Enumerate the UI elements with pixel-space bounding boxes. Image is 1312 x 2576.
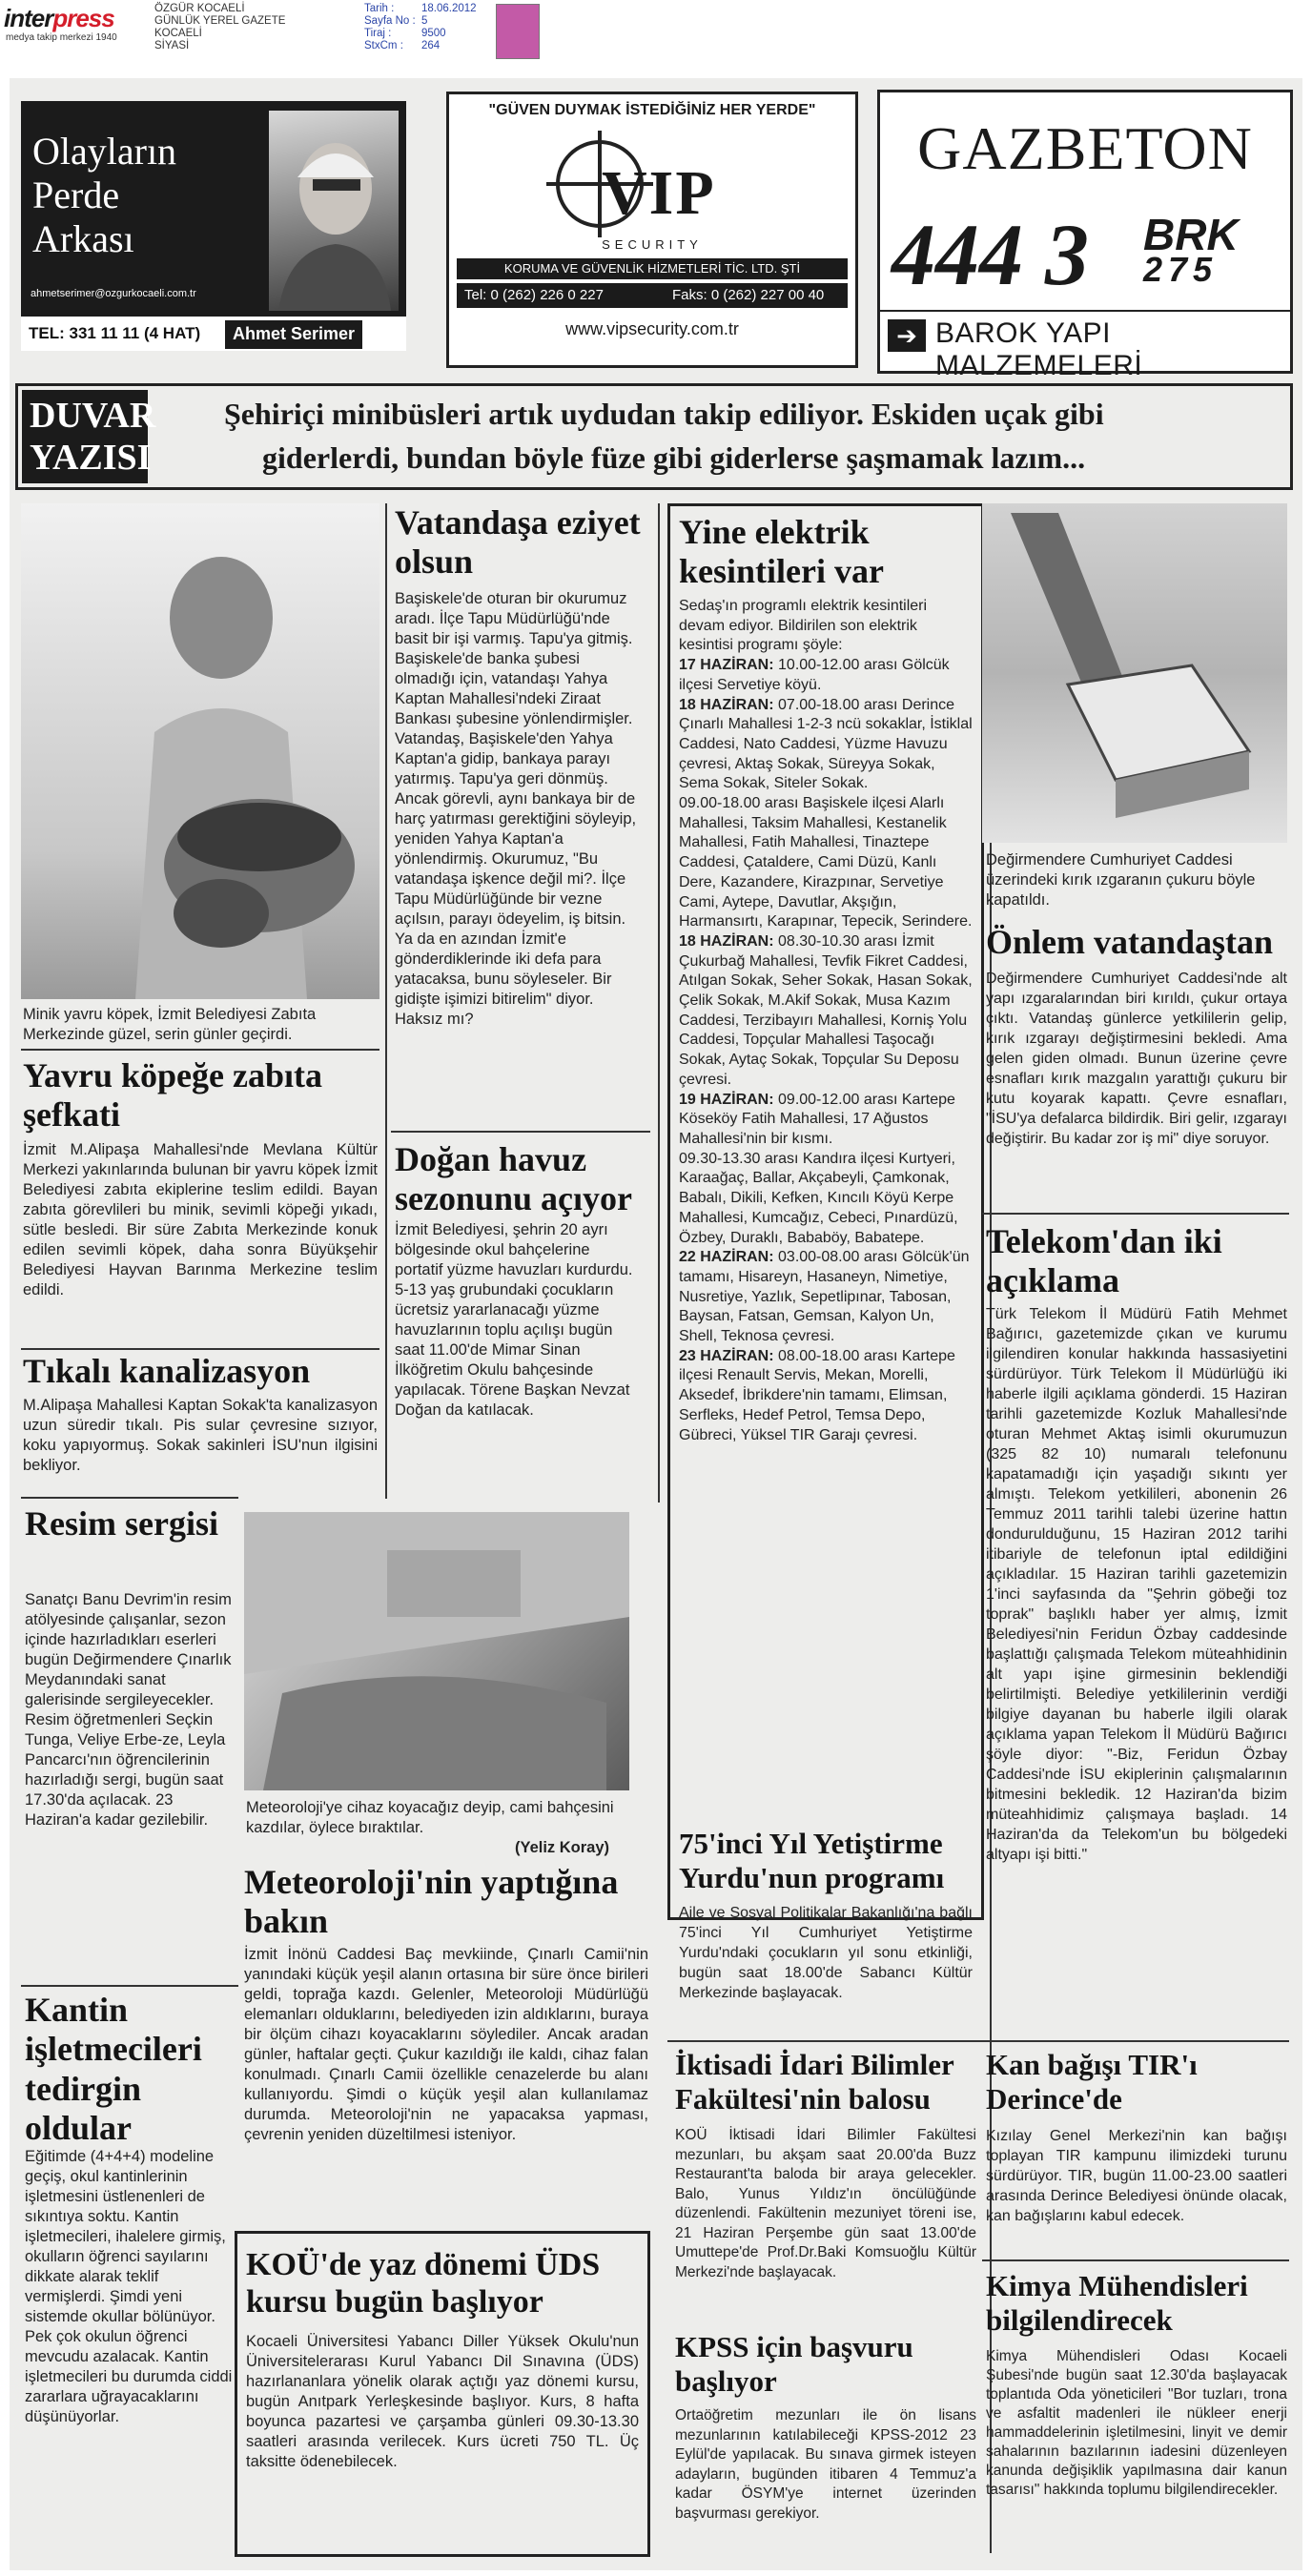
d4-body: Kimya Mühendisleri Odası Kocaeli Şubesi'nde bugün saat 12.30'da başlayacak toplantıda Oda yöneticileri "Bor tuzları, trona ve asfaltit madenleri ile nükleer enerji hammaddelerinin işletilmesini, linyit ve demir sahalarının bazılarının iadesini düzenleyen kanunda değişiklik yapılmasına dair kanun tasarısı" hakkında toplumu bilgilendirecekler. bbox=[986, 2348, 1287, 2498]
meteoroloji-caption: Meteoroloji'ye cihaz koyacağız deyip, cami bahçesini kazdılar, öylece bıraktılar. bbox=[246, 1799, 614, 1836]
vip-ad bbox=[446, 92, 858, 368]
divider bbox=[21, 1985, 238, 1987]
pub-line: ÖZGÜR KOCAELİ bbox=[154, 3, 245, 14]
c1-date: 18 HAZİRAN: bbox=[679, 932, 774, 950]
a1-title: Yavru köpeğe zabıta şefkati bbox=[23, 1056, 322, 1135]
meta-label: Sayfa No : bbox=[364, 15, 416, 27]
c4-title: KPSS için başvuru başlıyor bbox=[675, 2330, 913, 2398]
b4-body: Kocaeli Üniversitesi Yabancı Diller Yüksek Okulu'nun Üniversitelerarası Kurul Yabancı Dil Sınavına (ÜDS) hazırlananlara yönelik olarak açtığı yaz dönemi kursu, bugün Anıtpark Yerleşkesinde başlıyor. Kurs, 8 hafta boyunca pazartesi ve çarşamba günleri 09.30-13.30 saatleri arasında verilecek. Kurs ücreti 750 TL. Üç taksitte ödenebilecek. bbox=[246, 2333, 639, 2470]
author-photo bbox=[269, 111, 399, 311]
column-author: Ahmet Serimer bbox=[225, 320, 362, 349]
divider bbox=[21, 1049, 379, 1051]
gazbeton-number: 444 3 bbox=[892, 206, 1089, 303]
a3-title: Resim sergisi bbox=[25, 1504, 218, 1543]
c1-item: 09.00-12.00 arası Kartepe Köseköy Fatih Mahallesi, 17 Ağustos Mahallesi'nin bir kısmı. bbox=[679, 1091, 955, 1147]
divider bbox=[385, 503, 387, 1504]
duvar-label bbox=[22, 390, 156, 483]
divider bbox=[982, 2259, 1289, 2261]
duvar-line-2: giderlerdi, bundan böyle füze gibi giderlerse şaşmamak lazım... bbox=[262, 440, 1086, 475]
vip-fax: Faks: 0 (262) 227 00 40 bbox=[672, 287, 825, 303]
c1-date: 22 HAZİRAN: bbox=[679, 1249, 774, 1266]
c1-body bbox=[679, 597, 973, 1445]
b4-title: KOÜ'de yaz dönemi ÜDS kursu bugün başlıyor bbox=[246, 2247, 601, 2320]
divider bbox=[880, 310, 1290, 312]
c1-item: 03.00-08.00 arası Gölcük'ün tamamı, Hisareyn, Hasaneyn, Nimetiye, Nusretiye, Yazlık, Sepetlipınar, Tabosan, Baysan, Fatsan, Gemsan, Kalyon Un, Shell, Teknosa çevresi. bbox=[679, 1249, 970, 1345]
a2-body: M.Alipaşa Mahallesi Kaptan Sokak'ta kanalizasyon uzun süredir tıkalı. Pis sular çevresine sızıyor, koku yapıyormuş. Sokak sakinleri İSU'nun ilgisini bekliyor. bbox=[23, 1397, 378, 1474]
publication-info bbox=[154, 3, 285, 52]
vip-phone-bar bbox=[457, 283, 848, 308]
meta-label: StxCm : bbox=[364, 40, 403, 51]
c4-body: Ortaöğretim mezunları ile ön lisans mezunlarının katılabileceği KPSS-2012 23 Eylül'de yapılacak. Bu sınava girmek isteyen adayların, bugünden itibaren 4 Temmuz'a kadar ÖSYM'ye internet üzerinden başvurması gerekiyor. bbox=[675, 2407, 976, 2522]
duvar-yazisi-box bbox=[15, 383, 1293, 490]
arrow-box-icon: ➔ bbox=[888, 319, 926, 352]
meteoroloji-photo bbox=[244, 1512, 629, 1790]
c1-date: 18 HAZİRAN: bbox=[679, 696, 774, 713]
vip-web: www.vipsecurity.com.tr bbox=[565, 319, 739, 338]
a1-body: İzmit M.Alipaşa Mahallesi'nde Mevlana Kültür Merkezi yakınlarında bulunan bir yavru köpek İzmit Belediyesi zabıta ekiplerine teslim edildi. Bayan zabıta görevlileri bu minik, sevimli köpeği yıkadı, sütle besledi. Bir süre Zabıta Merkezinde konuk edilen sevimli köpek, daha sonra Büyükşehir Belediyesi Hayvan Barınma Merkezine teslim edildi. bbox=[23, 1141, 378, 1298]
column-footer bbox=[21, 317, 406, 351]
vip-slogan: "GÜVEN DUYMAK İSTEDİĞİNİZ HER YERDE" bbox=[488, 102, 816, 118]
c1-item: 09.00-18.00 arası Başiskele ilçesi Alarlı Mahallesi, Taksim Mahallesi, Kestanelik Mahallesi, Fatih Mahallesi, Tinaztepe Caddesi, Çataldere, Cami Düzü, Kanlı Dere, Kazandere, Kirazpınar, Servetiye Cami, Aytepe, Davutlar, Akşığın, Harmansırtı, Karapınar, Tepecik, Serindere. bbox=[679, 795, 973, 930]
d1-title: Önlem vatandaştan bbox=[986, 923, 1274, 961]
meta-value: 5 bbox=[421, 15, 428, 27]
d2-body: Türk Telekom İl Müdürü Fatih Mehmet Bağırıcı, gazetemizde çıkan ve kurumu ilgilendiren konular hakkında hassasiyetini sürdürüyor. Türk Telekom İl Müdürlüğü iki haberle ilgili açıklama gönderdi. 15 Haziran tarihli gazetemizde Kozluk Mahallesi'nde oturan Mehmet Aktaş isimli okurumuzun (325 82 10) numaralı telefonunu kapatamadığı için yaşadığı sıkıntı yer almıştı. Telekom yetkilileri, abonenin 26 Temmuz 2011 tarihli talebi üzerine hattın dondurulduğunu, 15 Haziran 2012 tarihi itibariyle de telefonun iptal edildiğini açıkladılar. 15 Haziran tarihli gazetemizin 1'inci sayfasında da "Şehrin göbeği toz toprak" başlıklı haber yer almış, İzmit Belediyesi'nin Feridun Özbay caddesinde başlattığı çalışmada Telekom müteahhidinin alt yapı işine girmesinin beklendiği belirtilmişti. Belediye yetkililerinin verdiği bilgiye dayanan bu haberle ilgili olarak açıklama yapan Telekom İl Müdürü Bağırıcı şöyle diyor: "-Biz, Feridun Özbay Caddesi'nde İSU ekiplerinin çalışmalarının bitmesini bekledik. 12 Haziran'da bizim müteahhidimiz çalışmaya başladı. 14 Haziran'da da Telekom'un bu bölgedeki altyapı işi bitti." bbox=[986, 1306, 1287, 1863]
c1-date: 19 HAZİRAN: bbox=[679, 1091, 774, 1108]
b2-title: Doğan havuz sezonunu açıyor bbox=[395, 1140, 633, 1218]
d2-title: Telekom'dan iki açıklama bbox=[986, 1222, 1222, 1300]
duvar-label-2: YAZISI bbox=[30, 438, 152, 478]
gazbeton-brk-num: 275 bbox=[1143, 250, 1219, 289]
pub-line: SİYASİ bbox=[154, 40, 190, 51]
d1-body: Değirmendere Cumhuriyet Caddesi'nde alt yapı ızgaralarından biri kırıldı, çukur ortaya çıktı. Vatandaş günlerce yetkililerin gelip, kırık ızgarayı değiştirmesini bekledi. Ama gelen giden olmadı. Bunun üzerine çevre esnafları kırık mazgalın yarattığı çukuru bir kutu koyarak kapattı. Çevre esnafları, "İSU'ya defalarca bildirdik. Biri gelir, ızgarayı değiştirir. Bu kadar zor iş mi" diye soruyor. bbox=[986, 971, 1287, 1147]
divider bbox=[658, 503, 660, 1503]
logo-tagline: medya takip merkezi 1940 bbox=[6, 32, 117, 43]
c1-date: 23 HAZİRAN: bbox=[679, 1347, 774, 1364]
d3-title: Kan bağışı TIR'ı Derince'de bbox=[986, 2048, 1198, 2116]
grate-caption: Değirmendere Cumhuriyet Caddesi üzerindeki kırık ızgaranın çukuru böyle kapatıldı. bbox=[986, 851, 1256, 909]
d3-body: Kızılay Genel Merkezi'nin kan bağışı toplayan TIR kampunu ilimizdeki turunu sürdürüyor. TIR, bugün 11.00-23.00 saatleri arasında Derince Belediyesi önünde olacak, kan bağışlarını kabul edecek. bbox=[986, 2128, 1287, 2224]
meteoroloji-credit: (Yeliz Koray) bbox=[515, 1839, 610, 1856]
b3-body: İzmit İnönü Caddesi Baç mevkiinde, Çınarlı Camii'nin yanındaki küçük yeşil alanın ortasına bir süre önce birileri geldi, toprağa kazdı. Gelenler, Meteoroloji Müdürlüğü elemanları olduklarını, belediyeden izin aldıklarını, buraya bir ölçüm cihazı koyacaklarını söylediler. Ancak aradan günler, haftalar geçti. Çukur kazıldığı ile kaldı, cihaz falan konulmadı. Çınarlı Camii özellikle cenazelerde bu alanı kullanıyordu. Şimdi o küçük yeşil alan kullanılamaz durumda. Meteoroloji'nin ne yapacaksa yapması, çevrenin yeniden düzeltilmesi isteniyor. bbox=[244, 1946, 648, 2143]
c2-title: 75'inci Yıl Yetiştirme Yurdu'nun programı bbox=[679, 1827, 945, 1894]
divider bbox=[667, 2040, 984, 2042]
gazbeton-title: GAZBETON bbox=[917, 114, 1253, 182]
gazbeton-footer: BAROK YAPI MALZEMELERİ bbox=[935, 317, 1143, 381]
vip-tel: Tel: 0 (262) 226 0 227 bbox=[464, 287, 604, 303]
meta-value: 264 bbox=[421, 40, 441, 51]
divider bbox=[21, 1497, 238, 1499]
a4-body: Eğitimde (4+4+4) modeline geçiş, okul kantinlerinin işletmesini üstlenenleri de sıkıntıya soktu. Kantin işletmecileri, ihalelere girmiş, okulların öğrenci sayılarını dikkate alarak teklif vermişlerdi. Şimdi yeni sistemde okullar bölünüyor. Pek çok okulun öğrenci mevcudu azalacak. Kantin işletmecileri bu durumda ciddi zararlara uğrayacaklarını düşünüyorlar. bbox=[25, 2148, 233, 2425]
duvar-line-1: Şehiriçi minibüsleri artık uydudan takip ediliyor. Eskiden uçak gibi bbox=[224, 397, 1104, 431]
c1-date: 17 HAZİRAN: bbox=[679, 657, 774, 674]
b3-title: Meteoroloji'nin yaptığına bakın bbox=[244, 1863, 619, 1941]
c3-body: KOÜ İktisadi İdari Bilimler Fakültesi mezunları, bu akşam saat 20.00'da Buzz Restaurant'ta baloda bir araya gelecekler. Balo, Yunus Yıldız'ın öncülüğünde düzenlendi. Fakültenin mezuniyet töreni ise, 21 Haziran Perşembe gün saat 13.00'de Umuttepe'de Prof.Dr.Baki Komsuoğlu Kültür Merkezi'nde başlayacak. bbox=[675, 2127, 976, 2280]
a2-title: Tıkalı kanalizasyon bbox=[23, 1352, 311, 1390]
duvar-label-1: DUVAR bbox=[30, 396, 156, 436]
interpress-logo: interpress bbox=[4, 4, 114, 32]
b1-body: Başiskele'de oturan bir okurumuz aradı. İlçe Tapu Müdürlüğü'nde basit bir işi varmış. Tapu'ya gitmiş. Başiskele'de banka şubesi olmadığı için, vatandaşı Yahya Kaptan Mahallesi'ndeki Ziraat Bankası şubesine yönlendirmişler. Vatandaş, Başiskele'den Yahya Kaptan'a gidip, bankaya parayı yatırmış. Tapu'ya geri dönmüş. Ancak görevli, aynı bankaya bir de harç yatırması gerektiğini söyleyip, yeniden Yahya Kaptan'a yönlendirmiş. Okurumuz, "Bu vatandaşa işkence değil mi?. İlçe Tapu Müdürlüğünde bir vezne açılsın, parayı ödeyelim, iş bitsin. Ya da en azından İzmit'e gönderdiklerinde iki defa para yatacaksa, bunu söyleseler. Bir gidişte işimizi bitirelim" diyor. Haksız mı? bbox=[395, 590, 637, 1028]
meta-label: Tarih : bbox=[364, 3, 395, 14]
c1-item: 07.00-18.00 arası Derince Çınarlı Mahallesi 1-2-3 ncü sokaklar, İstiklal Caddesi, Nato Caddesi, Yüzme Havuzu çevresi, Aktaş Sokak, Süreyya Sokak, Sema Sokak, Siteler Sokak. bbox=[679, 696, 973, 792]
d4-title: Kimya Mühendisleri bilgilendirecek bbox=[986, 2269, 1248, 2337]
pub-line: GÜNLÜK YEREL GAZETE bbox=[154, 15, 286, 27]
c1-intro: Sedaş'ın programlı elektrik kesintileri devam ediyor. Bildirilen son elektrik kesintisi programı şöyle: bbox=[679, 598, 928, 654]
c2-body: Aile ve Sosyal Politikalar Bakanlığı'na bağlı 75'inci Yıl Cumhuriyet Yetiştirme Yurdu'ndaki çocukların yıl sonu etkinliği, bugün saat 18.00'de Sabancı Kültür Merkezinde başlayacak. bbox=[679, 1905, 973, 2001]
column-tel: TEL: 331 11 11 (4 HAT) bbox=[29, 324, 201, 342]
a4-title: Kantin işletmecileri tedirgin oldular bbox=[25, 1991, 202, 2148]
column-title: Olayların Perde Arkası bbox=[32, 130, 177, 260]
c1-item: 09.30-13.30 arası Kandıra ilçesi Kurtyeri, Karaağaç, Ballar, Akçabeyli, Çamkonak, Babalı, Dikili, Kefken, Kıncılı Köyü Kerpe Mahallesi, Kumcağız, Cebeci, Pınardüzü, Özbey, Duraklı, Bababöy, Babatepe. bbox=[679, 1150, 958, 1246]
divider bbox=[21, 1348, 379, 1350]
c1-title: Yine elektrik kesintileri var bbox=[679, 513, 884, 591]
meta-labels bbox=[364, 3, 416, 52]
gazbeton-brk: BRK bbox=[1143, 210, 1239, 259]
column-ad bbox=[21, 101, 406, 351]
divider bbox=[391, 1131, 650, 1133]
page-thumbnail[interactable] bbox=[496, 4, 540, 59]
c1-item: 10.00-12.00 arası Gölcük ilçesi Servetiye köyü. bbox=[679, 657, 950, 693]
vip-company: KORUMA VE GÜVENLİK HİZMETLERİ TİC. LTD. ŞTİ bbox=[457, 258, 848, 279]
b1-title: Vatandaşa eziyet olsun bbox=[395, 503, 641, 582]
meta-value: 18.06.2012 bbox=[421, 3, 477, 14]
b2-body: İzmit Belediyesi, şehrin 20 ayrı bölgesinde okul bahçelerine portatif yüzme havuzları kurdurdu. 5-13 yaş grubundaki çocukların ücretsiz yararlanacağı yüzme havuzlarının toplu açılışı bugün saat 11.00'de Mimar Sinan İlköğretim Okulu bahçesinde yapılacak. Törene Başkan Nevzat Doğan da katılacak. bbox=[395, 1221, 633, 1419]
vip-brand: VIP bbox=[602, 158, 716, 228]
grate-photo bbox=[982, 503, 1287, 843]
meta-label: Tiraj : bbox=[364, 28, 392, 39]
divider bbox=[982, 2040, 1289, 2042]
c1-item: 08.30-10.30 arası İzmit Çukurbağ Mahallesi, Tevfik Fikret Caddesi, Atılgan Sokak, Seher Sokak, Hasan Sokak, Çelik Sokak, M.Akif Sokak, Musa Kazım Caddesi, Terzibayırı Mahallesi, Korniş Yolu Caddesi, Topçular Mahallesi Taşocağı Sokak, Aytaç Sokak, Topçular Su Deposu çevresi. bbox=[679, 932, 973, 1088]
divider bbox=[982, 1213, 1289, 1215]
puppy-caption: Minik yavru köpek, İzmit Belediyesi Zabıta Merkezinde güzel, serin günler geçirdi. bbox=[23, 1006, 317, 1043]
meta-value: 9500 bbox=[421, 28, 446, 39]
gazbeton-ad bbox=[877, 90, 1293, 381]
c3-title: İktisadi İdari Bilimler Fakültesi'nin balosu bbox=[675, 2048, 954, 2116]
a3-body: Sanatçı Banu Devrim'in resim atölyesinde çalışanlar, sezon içinde hazırladıkları eserleri bugün Değirmendere Çınarlık Meydanındaki sanat galerisinde sergileyecekler. Resim öğretmenleri Seçkin Tunga, Veliye Erbe-ze, Leyla Pancarcı'nın öğrencilerinin hazırladığı sergi, bugün saat 17.30'da açılacak. 23 Haziran'a kadar gezilebilir. bbox=[25, 1591, 232, 1829]
c1-item: 08.00-18.00 arası Kartepe ilçesi Renault Servis, Mekan, Morelli, Aksedef, İbrikdere'nin tamamı, Elimsan, Serfleks, Hedef Petrol, Temsa Depo, Gübreci, Yüksel TIR Garajı çevresi. bbox=[679, 1347, 955, 1443]
column-email: ahmetserimer@ozgurkocaeli.com.tr bbox=[31, 288, 196, 299]
pub-line: KOCAELİ bbox=[154, 28, 202, 39]
vip-sub: SECURITY bbox=[602, 237, 703, 252]
puppy-photo bbox=[21, 503, 379, 999]
meta-values bbox=[421, 3, 477, 52]
